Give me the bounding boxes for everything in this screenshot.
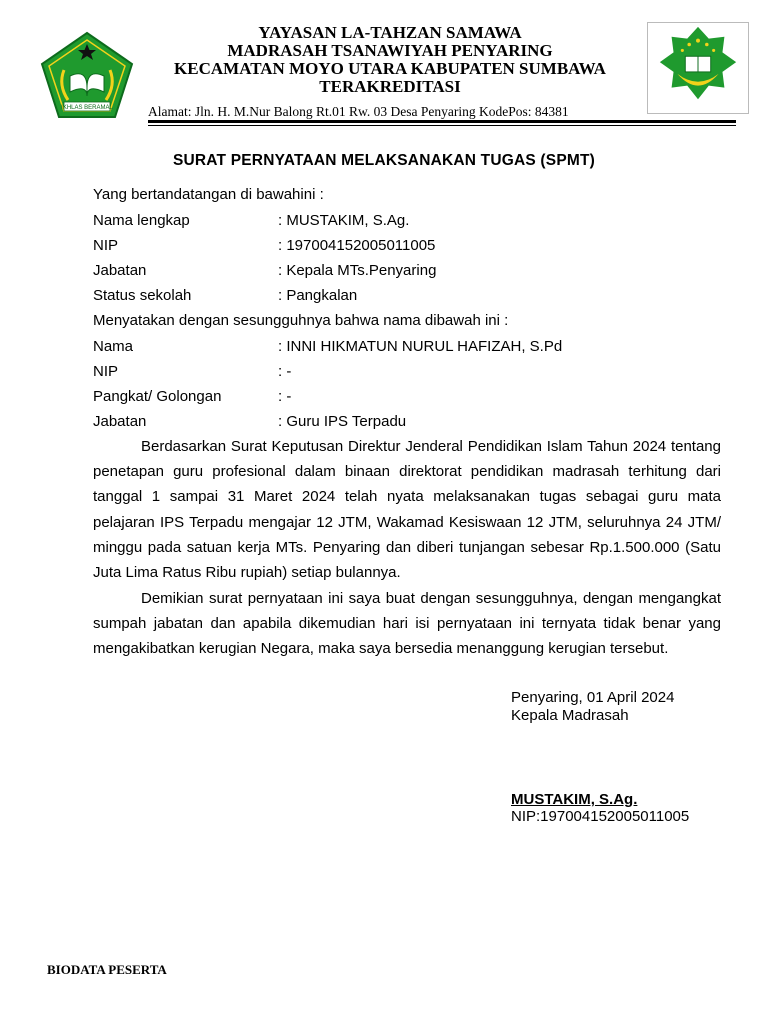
place-date: Penyaring, 01 April 2024 [511, 689, 675, 706]
field-label: Jabatan [93, 413, 147, 430]
field-label: Pangkat/ Golongan [93, 388, 222, 405]
closing-paragraph: Demikian surat pernyataan ini saya buat dengan sesungguhnya, dengan mengangkat sumpah jabatan dan apabila dikemudian hari isi pernyataan ini ternyata tidak benar yang mengakibatkan kerugian Negara, maka saya bersedia menanggung kerugian tersebut. [93, 590, 721, 658]
kemenag-logo-icon [38, 30, 136, 120]
field-row [93, 338, 562, 355]
madrasah-logo-icon [647, 22, 749, 114]
field-label: NIP [93, 237, 119, 254]
field-value: : Pangkalan [278, 287, 358, 304]
logo-motto: IKHLAS BERAMAL [61, 105, 113, 111]
signatory-name: MUSTAKIM, S.Ag. [511, 791, 638, 808]
school-address: Alamat: Jln. H. M.Nur Balong Rt.01 Rw. 03 Desa Penyaring KodePos: 84381 [148, 104, 569, 119]
field-value: : - [278, 363, 292, 380]
field-label: Nama lengkap [93, 212, 190, 229]
field-row [93, 287, 357, 304]
signatory-nip: NIP:197004152005011005 [511, 808, 690, 825]
school-name: MADRASAH TSANAWIYAH PENYARING [227, 41, 553, 60]
institution-name [140, 24, 640, 96]
field-value: : Guru IPS Terpadu [278, 413, 407, 430]
intro-text: Yang bertandatangan di bawahini : [93, 186, 324, 203]
field-value: : INNI HIKMATUN NURUL HAFIZAH, S.Pd [278, 338, 563, 355]
letterhead [0, 0, 768, 130]
statement-text: Menyatakan dengan sesungguhnya bahwa nama dibawah ini : [93, 312, 509, 329]
field-value: : Kepala MTs.Penyaring [278, 262, 437, 279]
header-divider [148, 120, 736, 123]
body-paragraph: Berdasarkan Surat Keputusan Direktur Jenderal Pendidikan Islam Tahun 2024 tentang penetapan guru profesional dalam binaan direktorat pendidikan madrasah terhitung dari tanggal 1 sampai 31 Maret 2024 telah nyata melaksanakan tugas sebagai guru mata pelajaran IPS Terpadu mengajar 12 JTM, Wakamad Kesiswaan 12 JTM, seluruhnya 24 JTM/ minggu pada satuan kerja MTs. Penyaring dan diberi tunjangan sebesar Rp.1.500.000 (Satu Juta Lima Ratus Ribu rupiah) setiap bulannya. [93, 438, 721, 582]
field-value: : - [278, 388, 292, 405]
field-value: : MUSTAKIM, S.Ag. [278, 212, 410, 229]
field-value: : 197004152005011005 [278, 237, 436, 254]
field-row [93, 388, 291, 405]
field-label: NIP [93, 363, 119, 380]
field-row [93, 363, 291, 380]
signatory-position: Kepala Madrasah [511, 707, 629, 724]
document-title: SURAT PERNYATAAN MELAKSANAKAN TUGAS (SPMT) [172, 152, 596, 169]
header-divider-thin [148, 125, 736, 126]
field-label: Status sekolah [93, 287, 192, 304]
next-section-title: BIODATA PESERTA [47, 962, 167, 977]
field-row [93, 237, 435, 254]
field-label: Jabatan [93, 262, 147, 279]
field-row [93, 212, 409, 229]
accreditation: TERAKREDITASI [319, 77, 461, 96]
field-row [93, 262, 436, 279]
foundation-name: YAYASAN LA-TAHZAN SAMAWA [258, 23, 522, 42]
field-label: Nama [93, 338, 134, 355]
district-name: KECAMATAN MOYO UTARA KABUPATEN SUMBAWA [174, 59, 606, 78]
field-row [93, 413, 406, 430]
